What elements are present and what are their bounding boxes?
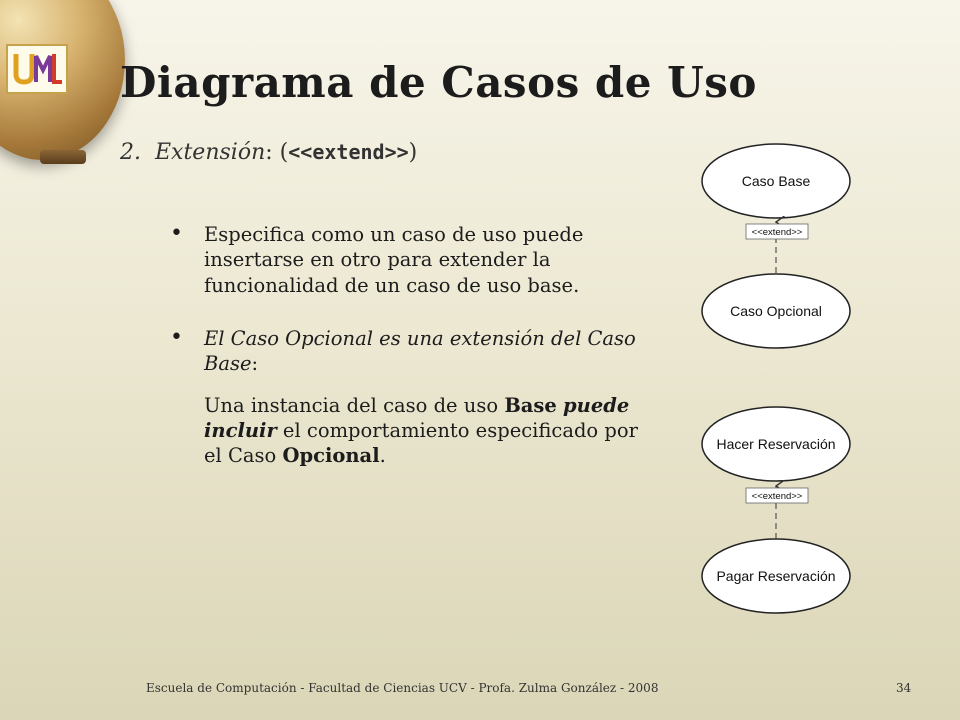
page-title: Diagrama de Casos de Uso [120,58,757,107]
use-case-pagar-label: Pagar Reservación [716,568,836,584]
paragraph-text: Una instancia del caso de uso [204,393,505,417]
slide-content [170,222,640,469]
uml-logo-icon [10,48,64,90]
subtitle-colon: : [265,140,273,165]
use-case-diagram [690,130,870,620]
slide-footer: Escuela de Computación - Facultad de Ciencias UCV - Profa. Zulma González - 2008 [146,681,659,695]
bullet-text-tail: : [251,352,259,376]
subtitle-open-paren: ( [272,140,289,165]
extend-label-2: <<extend>> [751,491,803,502]
bullet-text: Especifica como un caso de uso puede insertarse en otro para extender la funcionalidad de un caso de uso base. [204,223,584,297]
subtitle-stereotype: <<extend>> [288,140,409,164]
globe-stand-decoration [40,150,86,164]
bullet-text-italic: El Caso Opcional es una extensión del Caso Base [204,327,636,376]
subtitle-number: 2. [120,140,141,165]
page-number: 34 [896,681,912,695]
subtitle-close-paren: ) [408,140,418,165]
extend-label-1: <<extend>> [751,227,803,238]
explanation-paragraph [170,393,640,469]
uml-logo [6,44,68,94]
section-subtitle [120,140,417,165]
use-case-opcional-label: Caso Opcional [730,303,822,319]
bullet-marker: • [170,325,183,351]
paragraph-text: . [379,444,386,468]
use-case-hacer-label: Hacer Reservación [716,436,836,452]
paragraph-text: el comportamiento especificado por el Caso [204,419,638,468]
paragraph-bold-italic: puede incluir [204,393,630,443]
paragraph-bold-opcional: Opcional [282,444,380,468]
subtitle-label: Extensión [155,140,266,165]
bullet-item [170,222,640,298]
bullet-marker: • [170,221,183,246]
use-case-base-label: Caso Base [741,173,811,189]
paragraph-bold-base: Base [504,393,557,417]
bullet-item [170,326,640,377]
